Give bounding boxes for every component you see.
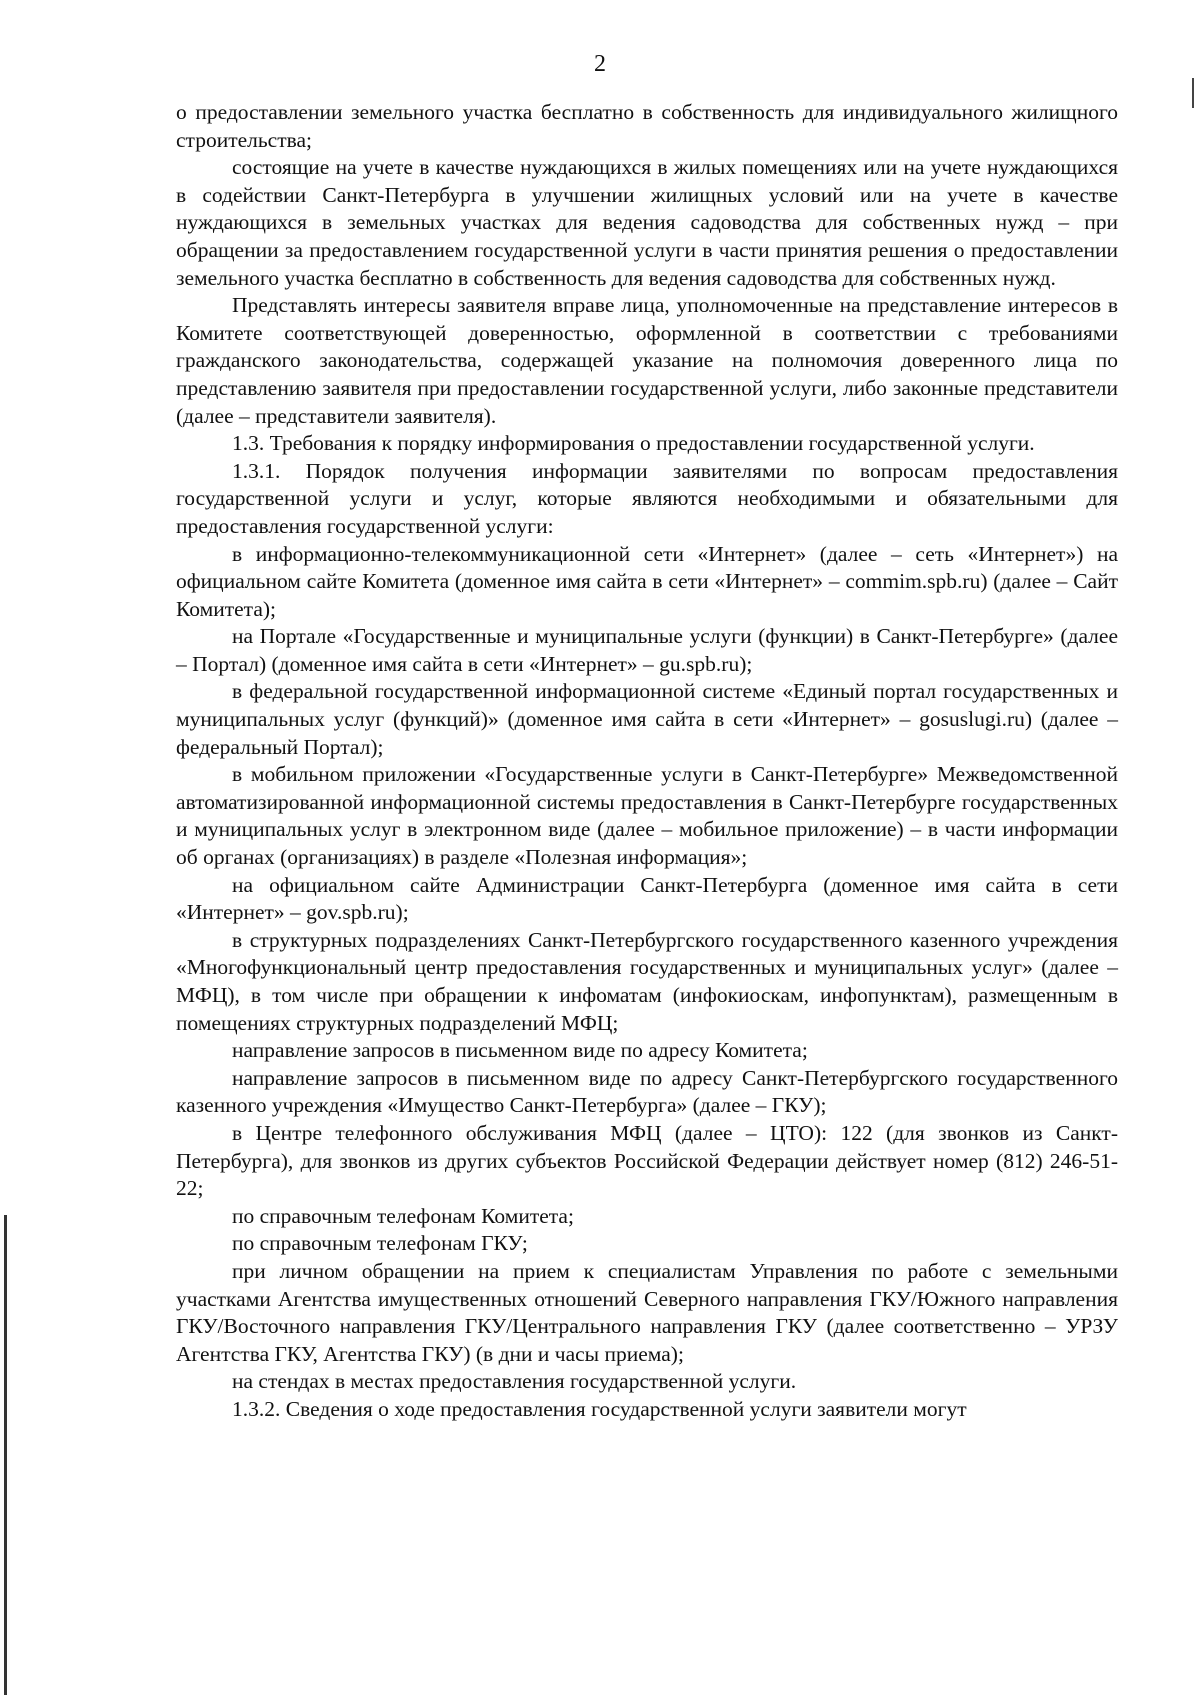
paragraph: Представлять интересы заявителя вправе лица, уполномоченные на представление интересов в Комитете соответствующей доверенностью, оформленной в соответствии с требованиями гражданского законодательства, содержащей указание на полномочия доверенного лица по представлению заявителя при предоставлении государственной услуги, либо законные представители (далее – представители заявителя).: [176, 293, 1118, 428]
paragraph: в информационно-телекоммуникационной сети «Интернет» (далее – сеть «Интернет») на официальном сайте Комитета (доменное имя сайта в сети «Интернет» – commim.spb.ru) (далее – Сайт Комитета);: [176, 541, 1118, 621]
page-number: 2: [594, 51, 606, 77]
paragraph: о предоставлении земельного участка бесплатно в собственность для индивидуального жилищного строительства;: [176, 100, 1118, 152]
paragraph: в мобильном приложении «Государственные услуги в Санкт-Петербурге» Межведомственной автоматизированной информационной системы предоставления в Санкт-Петербурге государственных и муниципальных услуг в электронном виде (далее – мобильное приложение) – в части информации об органах (организациях) в разделе «Полезная информация»;: [176, 762, 1118, 870]
paragraph: в Центре телефонного обслуживания МФЦ (далее – ЦТО): 122 (для звонков из Санкт-Петербурга), для звонков из других субъектов Российской Федерации действует номер (812) 246-51-22;: [176, 1120, 1118, 1201]
scan-mark-right: [1192, 78, 1194, 108]
scan-mark-left: [4, 1215, 7, 1695]
paragraph: по справочным телефонам Комитета;: [232, 1203, 574, 1228]
paragraph: по справочным телефонам ГКУ;: [232, 1231, 528, 1256]
paragraph: в федеральной государственной информационной системе «Единый портал государственных и муниципальных услуг (функций)» (доменное имя сайта в сети «Интернет» – gosuslugi.ru) (далее – федеральный Портал);: [176, 679, 1118, 759]
paragraph: при личном обращении на прием к специалистам Управления по работе с земельными участками Агентства имущественных отношений Северного направления ГКУ/Южного направления ГКУ/Восточного направления ГКУ/Центрального направления ГКУ (далее соответственно – УРЗУ Агентства ГКУ, Агентства ГКУ) (в дни и часы приема);: [176, 1258, 1118, 1366]
paragraph: в структурных подразделениях Санкт-Петербургского государственного казенного учреждения «Многофункциональный центр предоставления государственных и муниципальных услуг» (далее – МФЦ), в том числе при обращении к инфоматам (инфокиоскам, инфопунктам), размещенным в помещениях структурных подразделений МФЦ;: [176, 927, 1118, 1035]
paragraph: на Портале «Государственные и муниципальные услуги (функции) в Санкт-Петербурге» (далее – Портал) (доменное имя сайта в сети «Интернет» – gu.spb.ru);: [176, 624, 1118, 676]
paragraph: 1.3.2. Сведения о ходе предоставления государственной услуги заявители могут: [232, 1396, 967, 1421]
paragraph: состоящие на учете в качестве нуждающихся в жилых помещениях или на учете нуждающихся в содействии Санкт-Петербурга в улучшении жилищных условий или на учете в качестве нуждающихся в земельных участках для ведения садоводства для собственных нужд – при обращении за предоставлением государственной услуги в части принятия решения о предоставлении земельного участка бесплатно в собственность для ведения садоводства для собственных нужд.: [176, 155, 1118, 290]
paragraph: 1.3. Требования к порядку информирования о предоставлении государственной услуги.: [232, 431, 1035, 456]
paragraph: на стендах в местах предоставления государственной услуги.: [232, 1369, 797, 1394]
paragraph: направление запросов в письменном виде по адресу Комитета;: [232, 1038, 808, 1063]
paragraph: направление запросов в письменном виде по адресу Санкт-Петербургского государственного казенного учреждения «Имущество Санкт-Петербурга» (далее – ГКУ);: [176, 1065, 1118, 1118]
document-body: [176, 99, 1118, 1424]
paragraph: на официальном сайте Администрации Санкт-Петербурга (доменное имя сайта в сети «Интернет» – gov.spb.ru);: [176, 872, 1118, 925]
paragraph: 1.3.1. Порядок получения информации заявителями по вопросам предоставления государственной услуги и услуг, которые являются необходимыми и обязательными для предоставления государственной услуги:: [176, 458, 1118, 538]
